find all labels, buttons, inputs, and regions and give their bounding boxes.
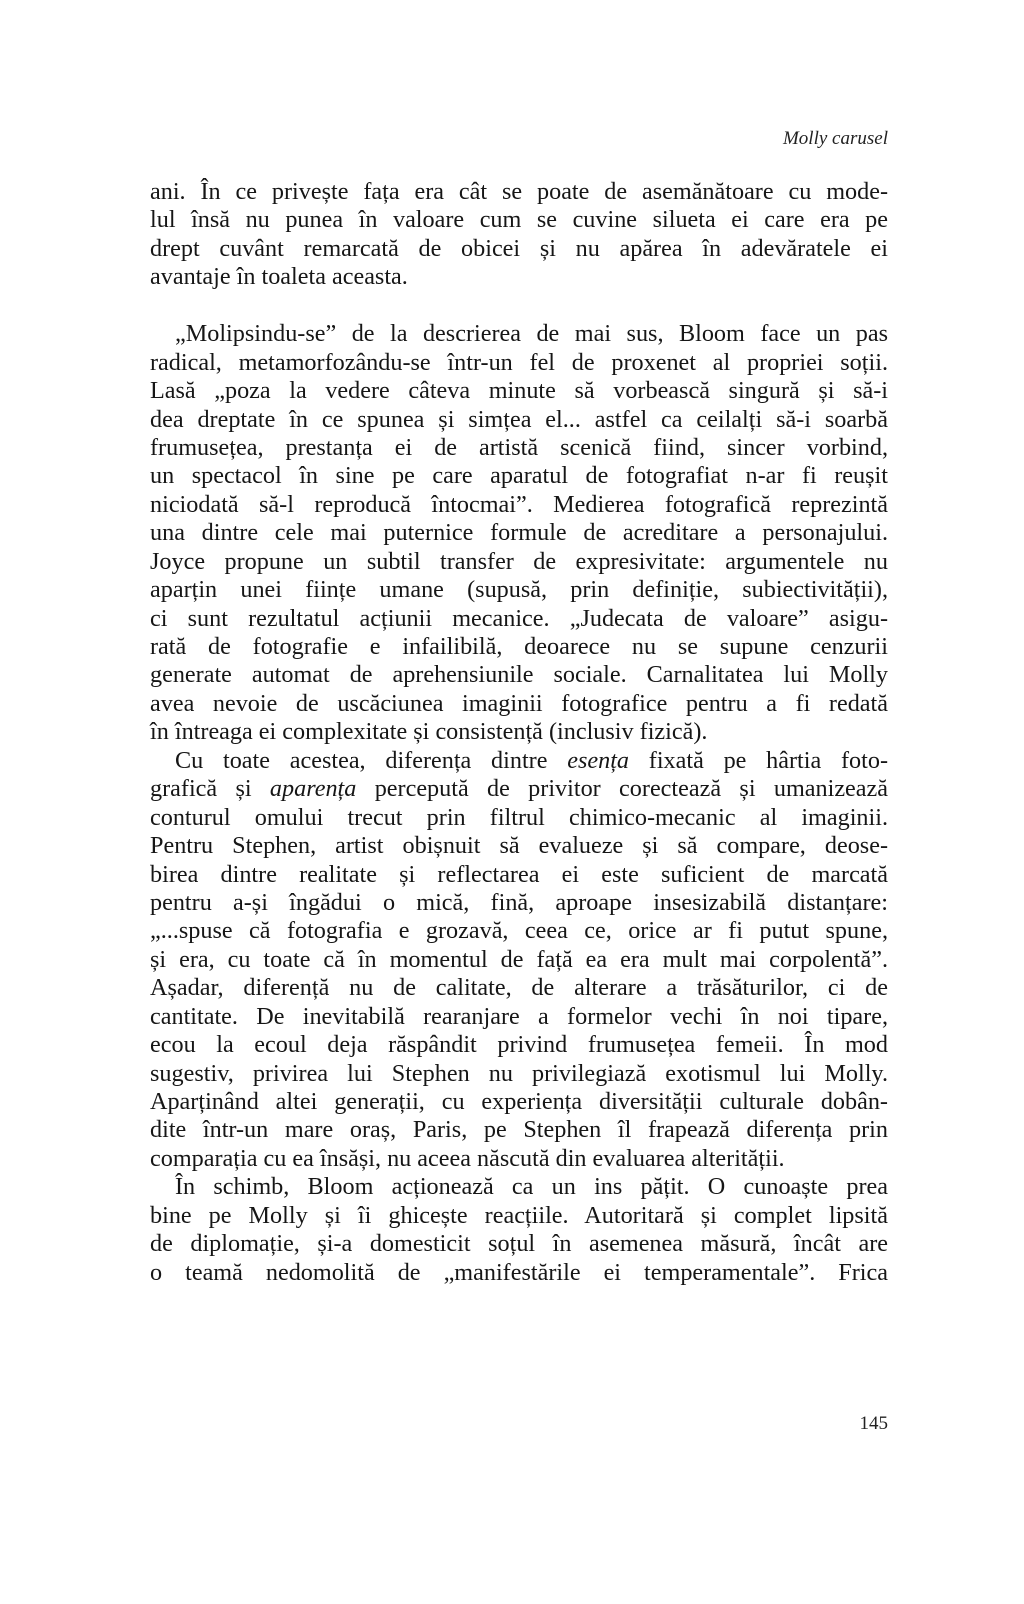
text-line: „...spuse că fotografia e grozavă, ceea ce, orice ar fi putut spune,: [150, 917, 888, 945]
text-line: Aparținând altei generații, cu experiența diversității culturale dobân-: [150, 1088, 888, 1115]
text-line: pentru a-și îngădui o mică, fină, aproape insesizabilă distanțare:: [150, 888, 888, 916]
italic-term: aparența: [269, 775, 357, 803]
text-line: Cu toate acestea, diferența dintre esența fixată pe hârtia foto-: [175, 746, 888, 774]
body-text: [150, 178, 888, 1287]
text-line: aparțin unei ființe umane (supusă, prin definiție, subiectivității),: [150, 576, 888, 604]
text-line: comparația cu ea însăși, nu aceea născută din evaluarea alterității.: [150, 1144, 785, 1172]
text-line: sugestiv, privirea lui Stephen nu privilegiază exotismul lui Molly.: [150, 1059, 888, 1087]
text-line: generate automat de aprehensiunile sociale. Carnalitatea lui Molly: [150, 661, 888, 689]
text-line: „Molipsindu-se” de la descrierea de mai sus, Bloom face un pas: [175, 320, 888, 348]
text-line: ani. În ce privește fața era cât se poate de asemănătoare cu mode-: [150, 178, 888, 205]
text-line: bine pe Molly și îi ghicește reacțiile. Autoritară și complet lipsită: [150, 1201, 888, 1229]
text-line: ecou la ecoul deja răspândit privind frumusețea femeii. În mod: [150, 1031, 888, 1059]
text-line: ci sunt rezultatul acțiunii mecanice. „Judecata de valoare” asigu-: [150, 604, 888, 632]
text-line: niciodată să-l reproducă întocmai”. Medierea fotografică reprezintă: [150, 490, 888, 518]
text-line: Așadar, diferență nu de calitate, de alterare a trăsăturilor, ci de: [150, 974, 888, 1002]
italic-term: esența: [567, 746, 630, 774]
page-number: 145: [859, 1413, 888, 1434]
text-line: drept cuvânt remarcată de obicei și nu apărea în adevăratele ei: [150, 234, 888, 262]
text-line: radical, metamorfozându-se într-un fel de proxenet al propriei soții.: [150, 348, 888, 376]
text-line: și era, cu toate că în momentul de față ea era mult mai corpolentă”.: [150, 945, 888, 973]
text-line: Pentru Stephen, artist obișnuit să evalueze și să compare, deose-: [150, 832, 888, 860]
text-line: un spectacol în sine pe care aparatul de fotografiat n-ar fi reușit: [150, 462, 888, 490]
text-line: Joyce propune un subtil transfer de expresivitate: argumentele nu: [150, 547, 888, 575]
text-line: lul însă nu punea în valoare cum se cuvine silueta ei care era pe: [150, 206, 888, 234]
text-line: de diplomație, și-a domesticit soțul în asemenea măsură, încât are: [150, 1230, 888, 1258]
text-line: grafică și aparența percepută de privitor corectează și umanizează: [150, 775, 888, 803]
text-line: cantitate. De inevitabilă rearanjare a formelor vechi în noi tipare,: [150, 1002, 888, 1030]
text-line: birea dintre realitate și reflectarea ei este suficient de marcată: [150, 860, 888, 888]
text-line: dite într-un mare oraș, Paris, pe Stephen îl frapează diferența prin: [150, 1116, 888, 1144]
text-line: în întreaga ei complexitate și consistență (inclusiv fizică).: [150, 718, 708, 746]
text-line: avea nevoie de uscăciunea imaginii fotografice pentru a fi redată: [150, 689, 888, 717]
text-line: frumusețea, prestanța ei de artistă scenică fiind, sincer vorbind,: [150, 433, 888, 461]
text-line: În schimb, Bloom acționează ca un ins pățit. O cunoaște prea: [175, 1173, 888, 1201]
text-line: Lasă „poza la vedere câteva minute să vorbească singură și să-i: [150, 377, 888, 405]
paragraph-gap: [150, 292, 888, 320]
text-line: dea dreptate în ce spunea și simțea el... astfel ca ceilalți să-i soarbă: [150, 405, 888, 433]
text-line: rată de fotografie e infailibilă, deoarece nu se supune cenzurii: [150, 633, 888, 660]
running-head: Molly carusel: [782, 128, 888, 149]
text-line: o teamă nedomolită de „manifestările ei temperamentale”. Frica: [150, 1258, 888, 1286]
text-line: una dintre cele mai puternice formule de acreditare a personajului.: [150, 519, 888, 547]
text-line: avantaje în toaleta aceasta.: [150, 263, 408, 291]
text-line: conturul omului trecut prin filtrul chimico-mecanic al imaginii.: [150, 803, 888, 831]
